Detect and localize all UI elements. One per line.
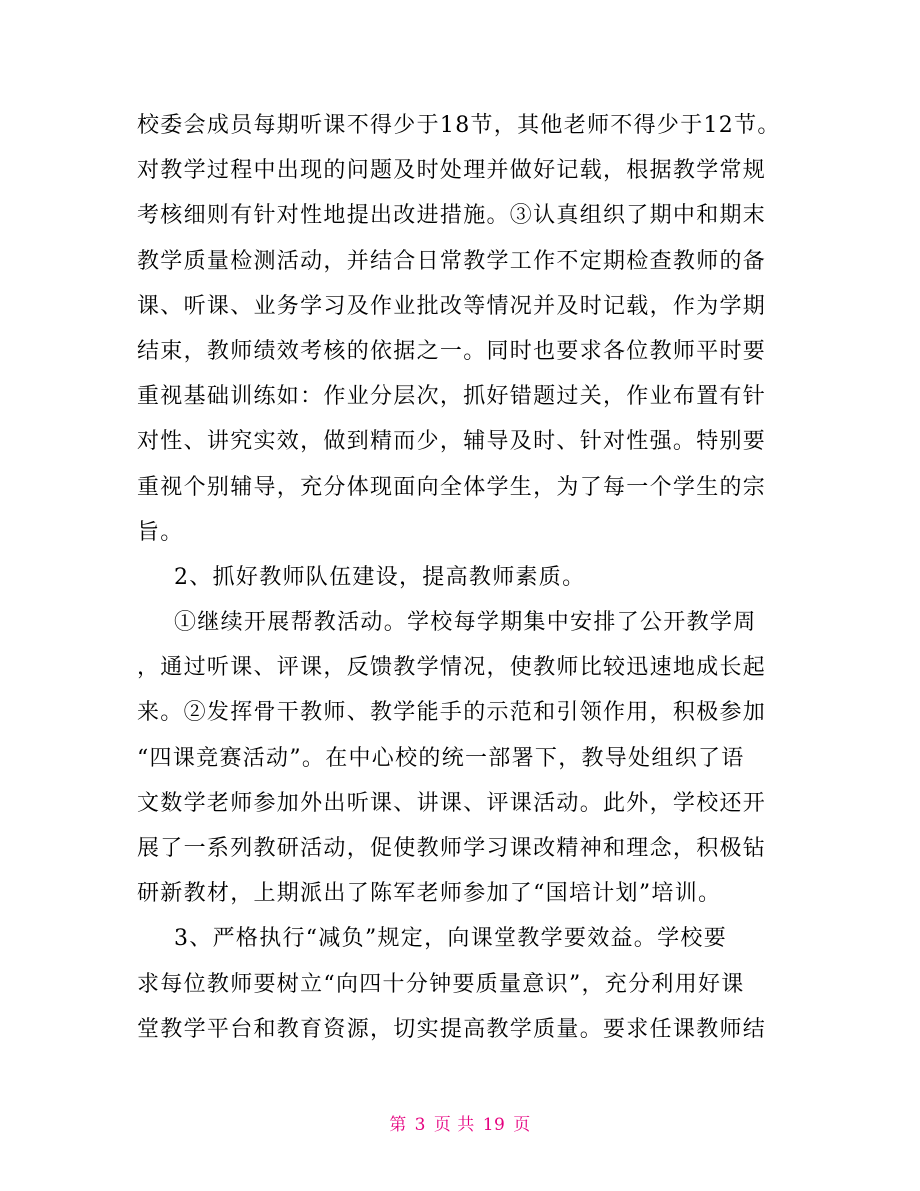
text-line: 课、听课、业务学习及作业批改等情况并及时记载，作为学期 — [137, 293, 767, 319]
footer-prefix: 第 — [389, 1115, 407, 1135]
text-line: ，通过听课、评课，反馈教学情况，使教师比较迅速地成长起 — [137, 655, 767, 681]
section-heading: 2、抓好教师队伍建设，提高教师素质。 — [174, 564, 586, 590]
body-text — [137, 103, 797, 1052]
text-line: 文数学老师参加外出听课、讲课、评课活动。此外，学校还开 — [137, 790, 767, 816]
text-line: “四课竞赛活动”。在中心校的统一部署下，教导处组织了语 — [137, 745, 745, 771]
text-line: 结束，教师绩效考核的依据之一。同时也要求各位教师平时要 — [137, 338, 767, 364]
paragraph-start: ①继续开展帮教活动。学校每学期集中安排了公开教学周 — [174, 610, 757, 636]
text-line: 对教学过程中出现的问题及时处理并做好记载，根据教学常规 — [137, 158, 767, 184]
text-line: 堂教学平台和教育资源，切实提高教学质量。要求任课教师结 — [137, 1016, 767, 1042]
text-line: 研新教材，上期派出了陈军老师参加了“国培计划”培训。 — [137, 881, 722, 907]
text-line: 教学质量检测活动，并结合日常教学工作不定期检查教师的备 — [137, 248, 767, 274]
text-line: 校委会成员每期听课不得少于18节，其他老师不得少于12节。 — [137, 113, 781, 138]
text-line: 旨。 — [137, 519, 184, 545]
text-line: 考核细则有针对性地提出改进措施。③认真组织了期中和期末 — [137, 203, 767, 229]
text-line: 重视个别辅导，充分体现面向全体学生，为了每一个学生的宗 — [137, 474, 767, 500]
text-line: 展了一系列教研活动，促使教师学习课改精神和理念，积极钻 — [137, 836, 767, 861]
text-line: 对性、讲究实效，做到精而少，辅导及时、针对性强。特别要 — [137, 429, 767, 455]
total-page-count: 19 — [482, 1115, 506, 1135]
text-line: 重视基础训练如：作业分层次，抓好错题过关，作业布置有针 — [137, 384, 767, 410]
footer-suffix: 页 — [513, 1115, 531, 1135]
page-footer — [0, 1110, 920, 1135]
footer-middle: 页 共 — [433, 1115, 475, 1135]
paragraph-start: 3、严格执行“减负”规定，向课堂教学要效益。学校要 — [174, 926, 727, 952]
text-line: 求每位教师要树立“向四十分钟要质量意识”，充分利用好课 — [137, 971, 745, 997]
text-line: 来。②发挥骨干教师、教学能手的示范和引领作用，积极参加 — [137, 700, 767, 726]
current-page-number: 3 — [414, 1115, 426, 1135]
